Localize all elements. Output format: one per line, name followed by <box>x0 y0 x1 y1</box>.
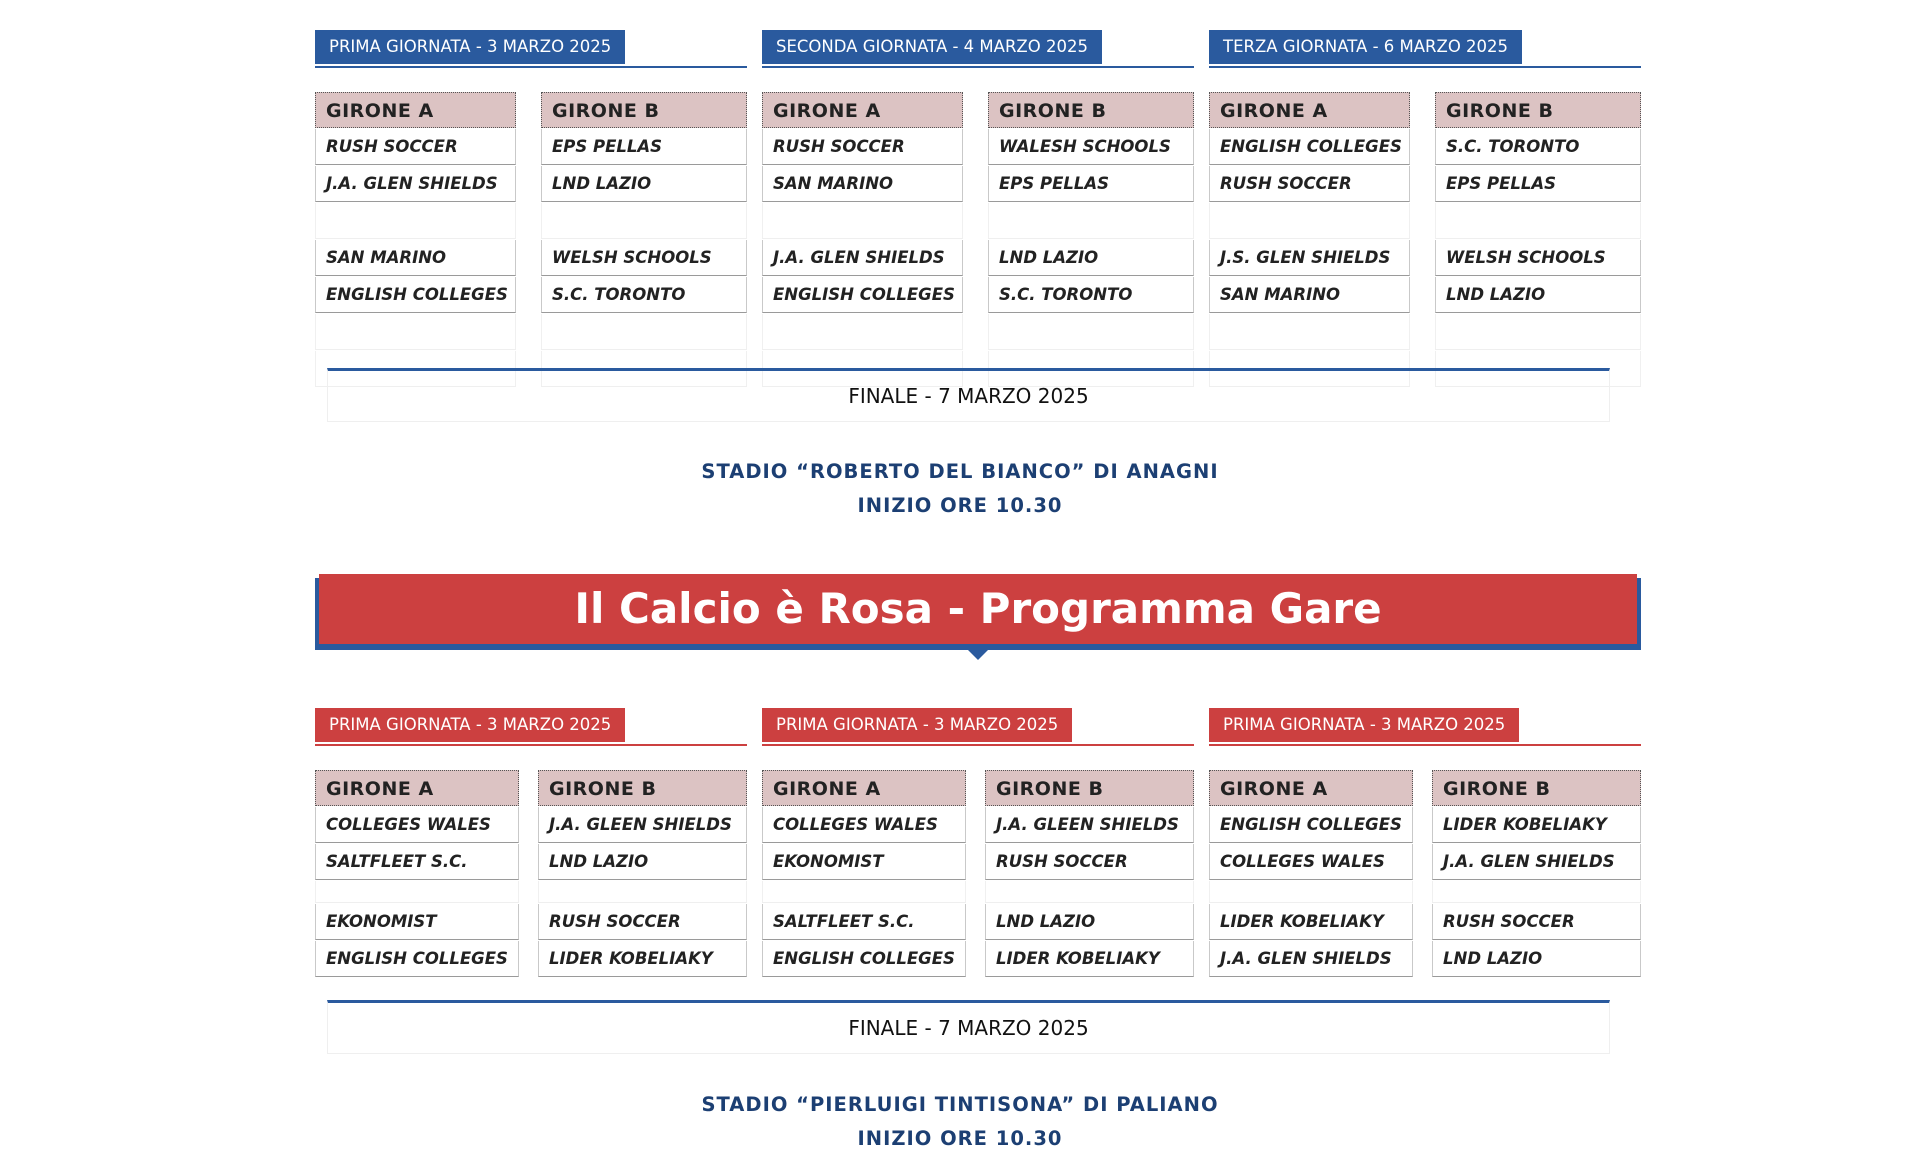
team-cell: COLLEGES WALES <box>315 807 519 843</box>
team-cell: COLLEGES WALES <box>1209 844 1413 880</box>
team-cell: SALTFLEET S.C. <box>762 904 966 940</box>
team-cell: EPS PELLAS <box>988 166 1194 202</box>
start-time: INIZIO ORE 10.30 <box>857 494 1063 517</box>
team-cell: ENGLISH COLLEGES <box>762 277 963 313</box>
team-cell: EPS PELLAS <box>1435 166 1641 202</box>
empty-cell <box>541 203 747 239</box>
day-title <box>1209 30 1641 68</box>
day-title-label: PRIMA GIORNATA - 3 MARZO 2025 <box>1209 708 1519 742</box>
team-cell: RUSH SOCCER <box>762 129 963 165</box>
team-cell: SAN MARINO <box>1209 277 1410 313</box>
team-cell: SAN MARINO <box>762 166 963 202</box>
stadium-name: STADIO “ROBERTO DEL BIANCO” DI ANAGNI <box>701 460 1219 483</box>
group-header: GIRONE B <box>988 92 1194 128</box>
team-cell: RUSH SOCCER <box>985 844 1194 880</box>
day-title <box>315 708 747 746</box>
empty-cell <box>1209 881 1413 903</box>
team-cell: ENGLISH COLLEGES <box>315 277 516 313</box>
team-cell: EKONOMIST <box>762 844 966 880</box>
section2-days <box>315 708 1641 1008</box>
empty-cell <box>988 203 1194 239</box>
empty-cell <box>1432 881 1641 903</box>
team-cell: S.C. TORONTO <box>1435 129 1641 165</box>
team-cell: ENGLISH COLLEGES <box>1209 807 1413 843</box>
team-cell: LND LAZIO <box>1435 277 1641 313</box>
team-cell: LND LAZIO <box>985 904 1194 940</box>
team-cell: WALESH SCHOOLS <box>988 129 1194 165</box>
day-title-label: SECONDA GIORNATA - 4 MARZO 2025 <box>762 30 1102 64</box>
team-cell: ENGLISH COLLEGES <box>315 941 519 977</box>
group-header: GIRONE B <box>538 770 747 806</box>
group-header: GIRONE B <box>1435 92 1641 128</box>
empty-cell <box>1209 314 1410 350</box>
team-cell: S.C. TORONTO <box>988 277 1194 313</box>
team-cell: J.A. GLEN SHIELDS <box>1432 844 1641 880</box>
finale-bar: FINALE - 7 MARZO 2025 <box>327 1000 1610 1054</box>
group-header: GIRONE A <box>1209 92 1410 128</box>
empty-cell <box>315 203 516 239</box>
team-cell: ENGLISH COLLEGES <box>762 941 966 977</box>
team-cell: LND LAZIO <box>541 166 747 202</box>
start-time: INIZIO ORE 10.30 <box>857 1127 1063 1150</box>
team-cell: J.A. GLEN SHIELDS <box>1209 941 1413 977</box>
finale-bar: FINALE - 7 MARZO 2025 <box>327 368 1610 422</box>
day-title <box>315 30 747 68</box>
empty-cell <box>762 203 963 239</box>
team-cell: COLLEGES WALES <box>762 807 966 843</box>
team-cell: RUSH SOCCER <box>1432 904 1641 940</box>
day-title <box>762 708 1194 746</box>
group-header: GIRONE B <box>985 770 1194 806</box>
empty-cell <box>762 881 966 903</box>
team-cell: WELSH SCHOOLS <box>541 240 747 276</box>
team-cell: J.A. GLEEN SHIELDS <box>985 807 1194 843</box>
banner-title: Il Calcio è Rosa - Programma Gare <box>319 574 1637 644</box>
team-cell: LIDER KOBELIAKY <box>985 941 1194 977</box>
banner-pointer-icon <box>968 650 988 660</box>
team-cell: LIDER KOBELIAKY <box>1209 904 1413 940</box>
program-banner <box>315 578 1641 650</box>
empty-cell <box>315 314 516 350</box>
day-2 <box>762 708 1194 968</box>
day-title <box>1209 708 1641 746</box>
team-cell: LIDER KOBELIAKY <box>1432 807 1641 843</box>
stadium-name: STADIO “PIERLUIGI TINTISONA” DI PALIANO <box>701 1093 1219 1116</box>
team-cell: WELSH SCHOOLS <box>1435 240 1641 276</box>
group-header: GIRONE A <box>762 92 963 128</box>
day-3 <box>1209 708 1641 968</box>
team-cell: ENGLISH COLLEGES <box>1209 129 1410 165</box>
empty-cell <box>538 881 747 903</box>
team-cell: EKONOMIST <box>315 904 519 940</box>
team-cell: SALTFLEET S.C. <box>315 844 519 880</box>
day-title-label: TERZA GIORNATA - 6 MARZO 2025 <box>1209 30 1522 64</box>
team-cell: LND LAZIO <box>538 844 747 880</box>
team-cell: RUSH SOCCER <box>315 129 516 165</box>
empty-cell <box>985 881 1194 903</box>
team-cell: J.A. GLEEN SHIELDS <box>538 807 747 843</box>
group-header: GIRONE B <box>541 92 747 128</box>
team-cell: J.A. GLEN SHIELDS <box>762 240 963 276</box>
team-cell: J.S. GLEN SHIELDS <box>1209 240 1410 276</box>
empty-cell <box>988 314 1194 350</box>
day-1 <box>315 30 747 304</box>
team-cell: J.A. GLEN SHIELDS <box>315 166 516 202</box>
empty-cell <box>762 314 963 350</box>
day-title <box>762 30 1194 68</box>
team-cell: LIDER KOBELIAKY <box>538 941 747 977</box>
day-1 <box>315 708 747 968</box>
team-cell: RUSH SOCCER <box>538 904 747 940</box>
empty-cell <box>1435 314 1641 350</box>
empty-cell <box>1435 203 1641 239</box>
team-cell: LND LAZIO <box>988 240 1194 276</box>
team-cell: LND LAZIO <box>1432 941 1641 977</box>
group-header: GIRONE A <box>1209 770 1413 806</box>
team-cell: SAN MARINO <box>315 240 516 276</box>
empty-cell <box>315 881 519 903</box>
team-cell: S.C. TORONTO <box>541 277 747 313</box>
section1-days <box>315 30 1641 330</box>
day-title-label: PRIMA GIORNATA - 3 MARZO 2025 <box>315 30 625 64</box>
day-title-label: PRIMA GIORNATA - 3 MARZO 2025 <box>762 708 1072 742</box>
team-cell: RUSH SOCCER <box>1209 166 1410 202</box>
group-header: GIRONE B <box>1432 770 1641 806</box>
empty-cell <box>1209 203 1410 239</box>
empty-cell <box>541 314 747 350</box>
group-header: GIRONE A <box>315 770 519 806</box>
group-header: GIRONE A <box>762 770 966 806</box>
day-title-label: PRIMA GIORNATA - 3 MARZO 2025 <box>315 708 625 742</box>
group-header: GIRONE A <box>315 92 516 128</box>
day-2 <box>762 30 1194 304</box>
team-cell: EPS PELLAS <box>541 129 747 165</box>
day-3 <box>1209 30 1641 304</box>
